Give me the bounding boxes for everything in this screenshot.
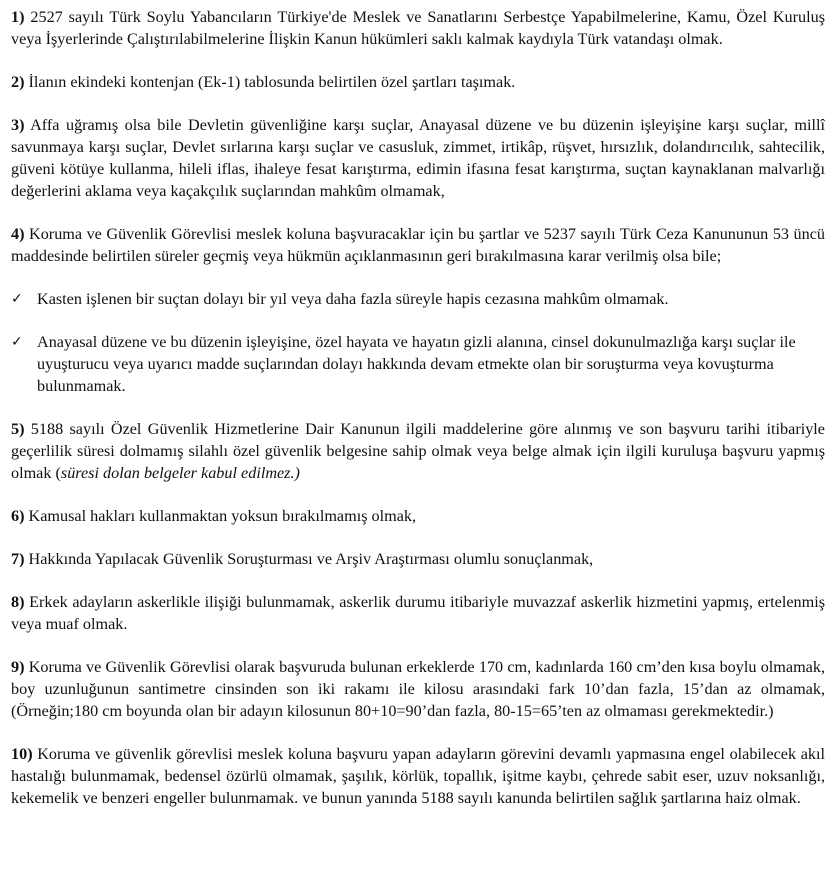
- requirement-2: [11, 71, 825, 93]
- requirement-number: 7): [11, 550, 25, 568]
- requirement-number: 5): [11, 420, 25, 438]
- bullet-text: Kasten işlenen bir suçtan dolayı bir yıl veya daha fazla süreyle hapis cezasına mahkûm olmamak.: [37, 290, 669, 308]
- requirement-number: 6): [11, 507, 25, 525]
- requirement-number: 8): [11, 593, 25, 611]
- requirement-number: 4): [11, 225, 25, 243]
- requirement-3: [11, 114, 825, 202]
- requirement-10: [11, 743, 825, 809]
- requirement-1: [11, 6, 825, 50]
- sub-requirement-bullet-2: [11, 331, 825, 397]
- requirement-text: Koruma ve Güvenlik Görevlisi olarak başvuruda bulunan erkeklerde 170 cm, kadınlarda 160 cm’den kısa boylu olmamak, boy uzunluğunun santimetre cinsinden son iki rakamı ile kilosu arasındaki fark 10’dan fazla, 15’dan az olmamak, (Örneğin;180 cm boyunda olan bir adayın kilosunun 80+10=90’dan fazla, 80-15=65’ten az olmaması gerekmektedir.): [11, 658, 825, 720]
- requirement-number: 1): [11, 8, 25, 26]
- requirement-8: [11, 591, 825, 635]
- requirement-number: 9): [11, 658, 25, 676]
- requirement-4: [11, 223, 825, 267]
- bullet-text: Anayasal düzene ve bu düzenin işleyişine, özel hayata ve hayatın gizli alanına, cinsel dokunulmazlığa karşı suçlar ile uyuşturucu veya uyarıcı madde suçlarından dolayı hakkında devam etmekte olan bir soruşturma veya kovuşturma bulunmamak.: [37, 333, 796, 395]
- requirement-7: [11, 548, 825, 570]
- requirement-number: 3): [11, 116, 25, 134]
- requirement-5: [11, 418, 825, 484]
- requirement-text: İlanın ekindeki kontenjan (Ek-1) tablosunda belirtilen özel şartları taşımak.: [24, 73, 516, 91]
- italic-note: süresi dolan belgeler kabul edilmez.): [60, 464, 300, 482]
- requirement-number: 10): [11, 745, 33, 763]
- sub-requirement-bullet-1: [11, 288, 825, 310]
- requirement-text: Koruma ve güvenlik görevlisi meslek koluna başvuru yapan adayların görevini devamlı yapmasına engel olabilecek akıl hastalığı bulunmamak, bedensel özürlü olmamak, şaşılık, körlük, topallık, işitme kaybı, çehrede sabit eser, uzuv noksanlığı, kekemelik ve benzeri engeller bulunmamak. ve bunun yanında 5188 sayılı kanunda belirtilen sağlık şartlarına haiz olmak.: [11, 745, 825, 807]
- requirement-text: 5188 sayılı Özel Güvenlik Hizmetlerine Dair Kanunun ilgili maddelerine göre alınmış ve son başvuru tarihi itibariyle geçerlilik süresi dolmamış silahlı özel güvenlik belgesine sahip olmak veya belge almak için ilgili kuruluşa başvuru yapmış olmak (: [11, 420, 825, 482]
- requirement-text: 2527 sayılı Türk Soylu Yabancıların Türkiye'de Meslek ve Sanatlarını Serbestçe Yapabilmelerine, Kamu, Özel Kuruluş veya İşyerlerinde Çalıştırılabilmelerine İlişkin Kanun hükümleri saklı kalmak kaydıyla Türk vatandaşı olmak.: [11, 8, 825, 48]
- requirement-text: Affa uğramış olsa bile Devletin güvenliğine karşı suçlar, Anayasal düzene ve bu düzenin işleyişine karşı suçlar, millî savunmaya karşı suçlar, Devlet sırlarına karşı suçlar ve casusluk, zimmet, irtikâp, rüşvet, hırsızlık, dolandırıcılık, sahtecilik, güveni kötüye kullanma, hileli iflas, ihaleye fesat karıştırma, edimin ifasına fesat karıştırma, suçtan kaynaklanan malvarlığı değerlerini aklama veya kaçakçılık suçlarından mahkûm olmamak,: [11, 116, 825, 200]
- check-mark-icon: ✓: [11, 291, 23, 307]
- check-mark-icon: ✓: [11, 334, 23, 350]
- requirement-text: Koruma ve Güvenlik Görevlisi meslek koluna başvuracaklar için bu şartlar ve 5237 sayılı Türk Ceza Kanununun 53 üncü maddesinde belirtilen süreler geçmiş veya hükmün açıklanmasının geri bırakılmasına karar verilmiş olsa bile;: [11, 225, 825, 265]
- requirement-number: 2): [11, 73, 25, 91]
- requirement-text: Hakkında Yapılacak Güvenlik Soruşturması ve Arşiv Araştırması olumlu sonuçlanmak,: [24, 550, 594, 568]
- requirement-6: [11, 505, 825, 527]
- requirement-9: [11, 656, 825, 722]
- requirement-text: Kamusal hakları kullanmaktan yoksun bırakılmamış olmak,: [24, 507, 417, 525]
- requirement-text: Erkek adayların askerlikle ilişiği bulunmamak, askerlik durumu itibariyle muvazzaf askerlik hizmetini yapmış, ertelenmiş veya muaf olmak.: [11, 593, 825, 633]
